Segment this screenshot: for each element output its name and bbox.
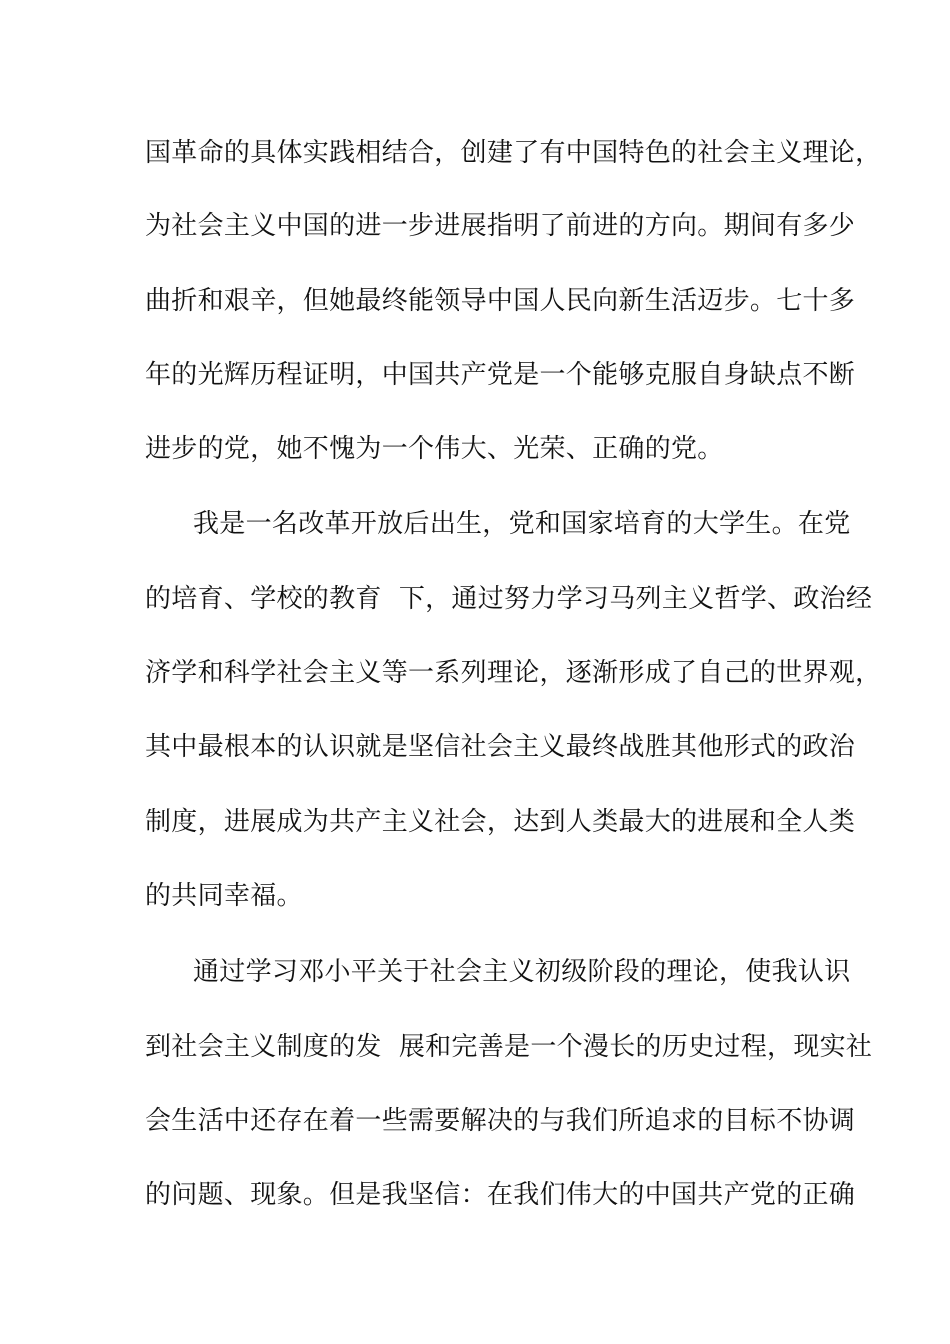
text-line: 年的光辉历程证明，中国共产党是一个能够克服自身缺点不断 — [145, 360, 856, 390]
text-line: 的问题、现象。但是我坚信：在我们伟大的中国共产党的正确 — [145, 1180, 856, 1210]
text-line: 其中最根本的认识就是坚信社会主义最终战胜其他形式的政治 — [145, 732, 856, 762]
text-line: 的共同幸福。 — [145, 881, 303, 911]
paragraph-first-line: 通过学习邓小平关于社会主义初级阶段的理论，使我认识 — [193, 957, 851, 987]
text-line: 会生活中还存在着一些需要解决的与我们所追求的目标不协调 — [145, 1106, 856, 1136]
text-line: 济学和科学社会主义等一系列理论，逐渐形成了自己的世界观， — [145, 658, 882, 688]
text-line: 曲折和艰辛，但她最终能领导中国人民向新生活迈步。七十多 — [145, 286, 856, 316]
text-line: 到社会主义制度的发 展和完善是一个漫长的历史过程，现实社 — [145, 1032, 873, 1062]
paragraph-first-line: 我是一名改革开放后出生，党和国家培育的大学生。在党 — [193, 509, 851, 539]
text-line: 制度，进展成为共产主义社会，达到人类最大的进展和全人类 — [145, 807, 856, 837]
text-line: 为社会主义中国的进一步进展指明了前进的方向。期间有多少 — [145, 211, 856, 241]
text-line: 进步的党，她不愧为一个伟大、光荣、正确的党。 — [145, 434, 724, 464]
text-line: 国革命的具体实践相结合，创建了有中国特色的社会主义理论， — [145, 138, 882, 168]
text-line: 的培育、学校的教育 下，通过努力学习马列主义哲学、政治经 — [145, 584, 873, 614]
